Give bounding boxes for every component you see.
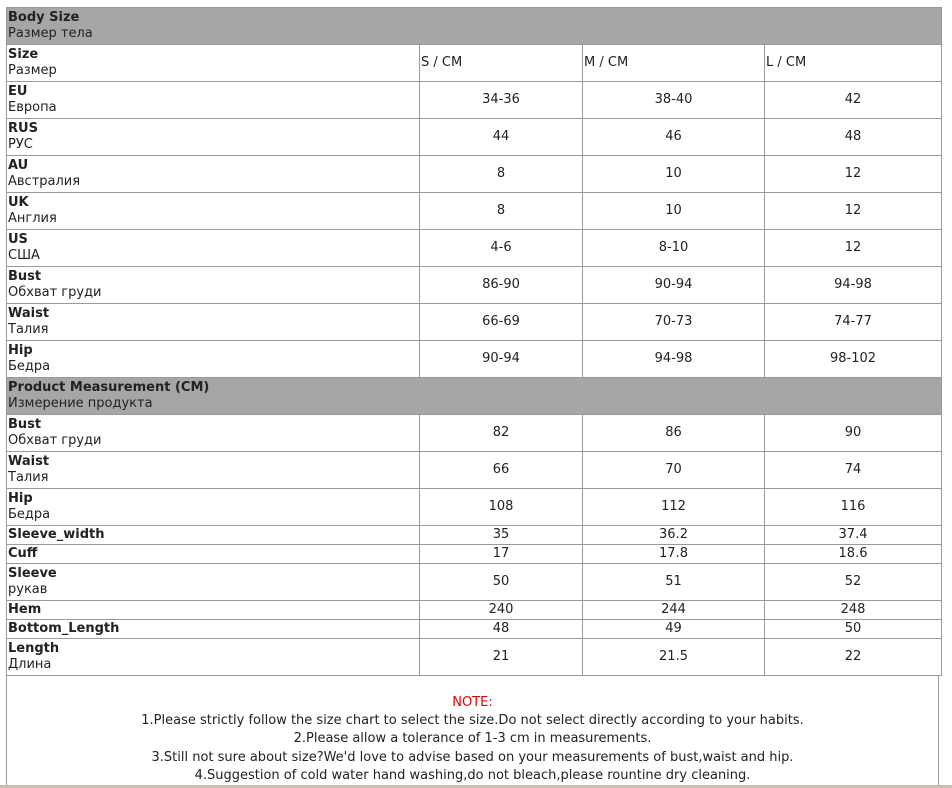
row-sublabel: РУС [8,137,33,152]
row-label: Length [8,641,60,656]
size-value-cell: 98-102 [765,341,942,378]
size-value-cell: 66 [420,452,583,489]
size-value-cell: 4-6 [420,230,583,267]
size-value-cell: 12 [765,156,942,193]
size-value-cell: 90-94 [583,267,765,304]
size-value-cell: 240 [420,601,583,620]
row-label: Bottom_Length [8,621,120,636]
column-header: M / CM [583,45,765,82]
table-row [7,82,942,119]
row-sublabel: Длина [8,657,52,672]
size-label: Size [8,47,39,62]
table-row [7,564,942,601]
row-label: AU [8,158,29,173]
table-row [7,639,942,676]
table-row [7,452,942,489]
size-value-cell: 48 [765,119,942,156]
size-value-cell: 116 [765,489,942,526]
table-row [7,341,942,378]
size-value-cell: 70 [583,452,765,489]
table-row [7,545,942,564]
table-row [7,193,942,230]
size-chart-table [6,7,942,676]
row-label: Hip [8,491,33,506]
section-subtitle: Измерение продукта [8,396,153,411]
row-sublabel: Обхват груди [8,433,102,448]
size-value-cell: 74 [765,452,942,489]
size-sublabel: Размер [8,63,57,78]
size-value-cell: 86-90 [420,267,583,304]
size-value-cell: 248 [765,601,942,620]
size-value-cell: 35 [420,526,583,545]
row-label: RUS [8,121,38,136]
row-label: Sleeve [8,566,57,581]
size-value-cell: 70-73 [583,304,765,341]
size-value-cell: 17.8 [583,545,765,564]
size-value-cell: 8 [420,193,583,230]
note-line: 2.Please allow a tolerance of 1-3 cm in measurements. [293,731,652,747]
note-title: NOTE: [452,695,493,710]
note-line: 1.Please strictly follow the size chart to select the size.Do not select directly according to your habits. [141,713,804,729]
size-value-cell: 18.6 [765,545,942,564]
note-line: 3.Still not sure about size?We'd love to advise based on your measurements of bust,waist and hip. [151,749,794,765]
row-sublabel: Талия [8,470,49,485]
size-value-cell: 108 [420,489,583,526]
row-label: Bust [8,269,42,284]
row-sublabel: Обхват груди [8,285,102,300]
size-value-cell: 8-10 [583,230,765,267]
row-label: UK [8,195,29,210]
section-title: Body Size [8,10,80,25]
section-header-body-size [7,8,942,45]
size-value-cell: 34-36 [420,82,583,119]
row-sublabel: Талия [8,322,49,337]
row-sublabel: Бедра [8,507,51,522]
table-row [7,620,942,639]
section-subtitle: Размер тела [8,26,93,41]
table-row [7,601,942,620]
notes-box [6,676,939,786]
table-row [7,415,942,452]
section-title: Product Measurement (CM) [8,380,210,395]
size-value-cell: 86 [583,415,765,452]
column-header: S / CM [420,45,583,82]
size-value-cell: 10 [583,156,765,193]
size-value-cell: 48 [420,620,583,639]
size-value-cell: 21 [420,639,583,676]
size-value-cell: 46 [583,119,765,156]
size-value-cell: 74-77 [765,304,942,341]
size-value-cell: 37.4 [765,526,942,545]
row-label: Hem [8,602,42,617]
size-value-cell: 94-98 [765,267,942,304]
table-row [7,156,942,193]
size-value-cell: 94-98 [583,341,765,378]
note-line: 4.Suggestion of cold water hand washing,do not bleach,please rountine dry cleaning. [194,767,751,783]
table-row [7,230,942,267]
row-label: Cuff [8,546,38,561]
size-value-cell: 17 [420,545,583,564]
size-value-cell: 90 [765,415,942,452]
size-value-cell: 66-69 [420,304,583,341]
size-value-cell: 12 [765,193,942,230]
table-row [7,267,942,304]
row-sublabel: Бедра [8,359,51,374]
row-label: Waist [8,454,50,469]
size-value-cell: 112 [583,489,765,526]
size-value-cell: 51 [583,564,765,601]
size-value-cell: 49 [583,620,765,639]
row-sublabel: Европа [8,100,57,115]
row-label: EU [8,84,28,99]
size-value-cell: 244 [583,601,765,620]
size-value-cell: 42 [765,82,942,119]
size-value-cell: 82 [420,415,583,452]
section-header-product [7,378,942,415]
table-row [7,304,942,341]
row-label: Hip [8,343,33,358]
row-label: Bust [8,417,42,432]
column-header: L / CM [765,45,942,82]
size-value-cell: 36.2 [583,526,765,545]
size-value-cell: 21.5 [583,639,765,676]
size-value-cell: 50 [420,564,583,601]
size-value-cell: 90-94 [420,341,583,378]
row-label: Sleeve_width [8,527,105,542]
size-value-cell: 38-40 [583,82,765,119]
row-sublabel: Австралия [8,174,81,189]
size-value-cell: 10 [583,193,765,230]
size-value-cell: 52 [765,564,942,601]
table-row [7,119,942,156]
row-sublabel: США [8,248,40,263]
row-label: Waist [8,306,50,321]
size-value-cell: 12 [765,230,942,267]
row-label: US [8,232,28,247]
size-column-header-row [7,45,942,82]
row-sublabel: рукав [8,582,48,597]
size-value-cell: 44 [420,119,583,156]
table-row [7,489,942,526]
size-value-cell: 22 [765,639,942,676]
table-row [7,526,942,545]
row-sublabel: Англия [8,211,57,226]
size-value-cell: 50 [765,620,942,639]
size-value-cell: 8 [420,156,583,193]
